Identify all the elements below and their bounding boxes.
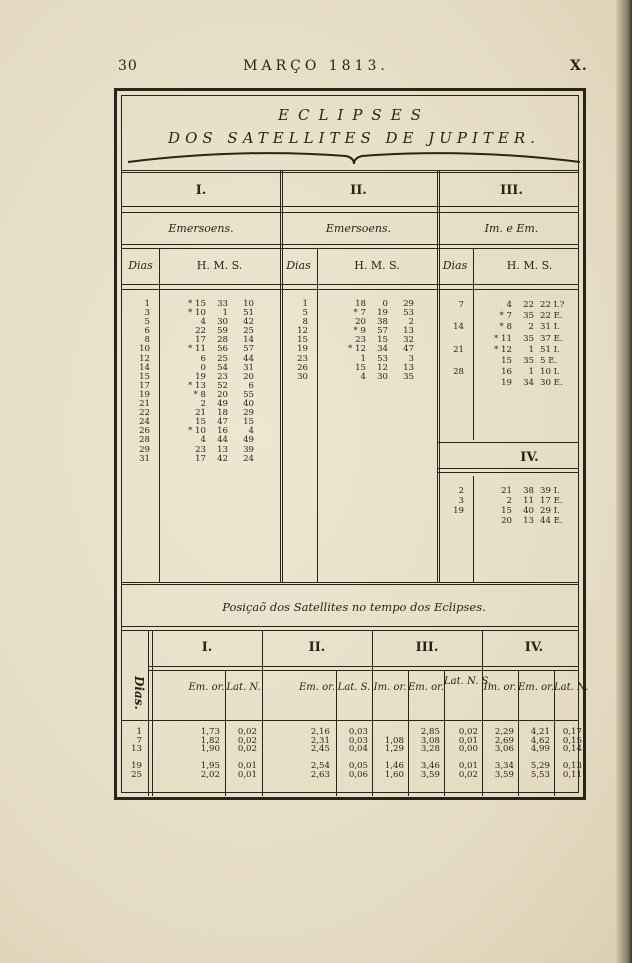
sat2-dias: 1 5 8 12 15 19 23 26 30 [297,299,308,382]
pos-col: 2,16 2,31 2,45 2,54 2,63 [310,727,330,780]
col-divider [148,630,149,796]
rule [122,630,578,631]
col-divider [317,248,318,582]
rule [122,289,578,290]
pos-colhead: Lat. S. [337,682,371,693]
sat1-seconds: 10 51 42 25 14 57 44 31 20 6 55 40 29 15 4 49 39 24 [243,299,254,464]
col-divider [473,248,474,440]
brace-ornament [122,146,586,166]
pos-colhead: Lat. N. S. [444,676,492,687]
rule [437,442,578,443]
pos-roman-2: II. [308,640,326,655]
sat4-seconds: 39 I. 17 E. 29 I. 44 E. [540,486,563,526]
pos-col: 0,02 0,01 0,00 0,01 0,02 [458,727,478,780]
sat3-hms-label: H. M. S. [506,259,553,272]
pos-colhead: Em. or. [188,682,225,693]
sat2-minutes: 0 19 38 57 15 34 53 12 30 [377,299,388,382]
pos-roman-4: IV. [524,640,544,655]
col-divider [473,476,474,582]
rule [122,244,578,245]
book-spine [616,0,632,963]
sat4-dias: 2 3 19 [453,486,464,516]
pos-colhead: Em. or. [408,682,445,693]
page-number: 30 [118,58,138,74]
sat4-minutes: 38 11 40 13 [523,486,534,526]
sat1-dias: 1 3 5 6 8 10 12 14 15 17 19 21 22 24 26 28 29 31 [139,299,150,464]
sat4-hours: 21 2 15 20 [501,486,512,526]
running-header: MARÇO 1813. [243,58,389,74]
sat3-label: Im. e Em. [484,222,539,235]
sat1-minutes: 33 1 30 59 28 56 25 54 23 52 20 49 18 47 16 44 13 42 [217,299,228,464]
pos-col: 0,17 0,15 0,14 0,13 0,11 [562,727,582,780]
positions-title: Posiçaõ dos Satellites no tempo dos Eclipses. [222,600,486,614]
sat2-hms-label: H. M. S. [354,259,400,272]
sat2-label: Emersoens. [325,222,392,235]
rule [122,248,578,249]
pos-col: 0,03 0,03 0,04 0,05 0,06 [348,727,368,780]
sat3-dias: 7 14 21 28 [453,300,464,378]
sat1-hms-label: H. M. S. [196,259,243,272]
rule [122,212,578,213]
pos-colhead: Im. or. [483,682,517,693]
rule [122,206,578,207]
pos-dias: 1 7 13 19 25 [131,727,142,780]
eclipse-table [121,95,589,793]
pos-colhead: Im. or. [373,682,407,693]
pos-colhead: Em. or. [518,682,555,693]
rule [122,170,578,173]
sat3-hours: 4 * 7 * 8 * 11 * 12 15 16 19 [494,300,512,389]
pos-col: 1,08 1,29 1,46 1,60 [384,735,404,780]
title-line2: DOS SATELLITES DE JUPITER. [168,129,540,147]
rule [122,720,578,721]
pos-colhead: Lat. N. [226,682,261,693]
sat2-seconds: 29 53 2 13 32 47 3 13 35 [403,299,414,382]
positions-dias-label: Dias. [132,676,146,710]
sat3-roman: III. [500,183,523,198]
sat1-roman: I. [195,183,207,198]
sat3-minutes: 22 35 2 35 1 35 1 34 [523,300,534,389]
section-number: X. [570,58,588,74]
sat2-roman: II. [350,183,367,198]
pos-col: 4,21 4,62 4,99 5,29 5,53 [530,727,550,780]
sat2-dias-label: Dias [286,259,311,272]
rule [122,582,578,585]
rule [148,670,578,671]
sat1-hours: * 15 * 10 4 22 17 * 11 6 0 19 * 13 * 8 2 21 15 * 10 4 23 17 [188,299,206,464]
pos-colhead: Em. or. [298,682,336,693]
rule [437,472,578,473]
pos-col: 1,73 1,82 1,90 1,95 2,02 [200,727,220,780]
title-line1: ECLIPSES [278,106,430,124]
rule [122,284,578,285]
pos-colhead: Lat. N. [554,682,589,693]
pos-col: 0,02 0,02 0,02 0,01 0,01 [237,727,257,780]
col-divider [159,248,160,582]
rule [437,468,578,469]
eclipse-table-frame [114,88,589,800]
rule [122,626,578,627]
sat3-dias-label: Dias [442,259,468,272]
pos-roman-1: I. [201,640,213,655]
sat1-dias-label: Dias [128,259,153,272]
pos-roman-3: III. [415,640,439,655]
pos-col: 2,85 3,08 3,28 3,46 3,59 [420,727,440,780]
sat1-label: Emersoens. [168,222,234,235]
pos-col: 2,29 2,69 3,06 3,34 3,59 [494,727,514,780]
sat2-hours: 18 * 7 20 * 9 23 * 12 1 15 4 [348,299,366,382]
sat4-roman: IV. [520,450,539,465]
rule [148,666,578,667]
sat3-seconds: 22 I.? 22 E. 31 I. 37 E. 51 I. 5 E. 10 I. 30 E. [540,300,565,389]
